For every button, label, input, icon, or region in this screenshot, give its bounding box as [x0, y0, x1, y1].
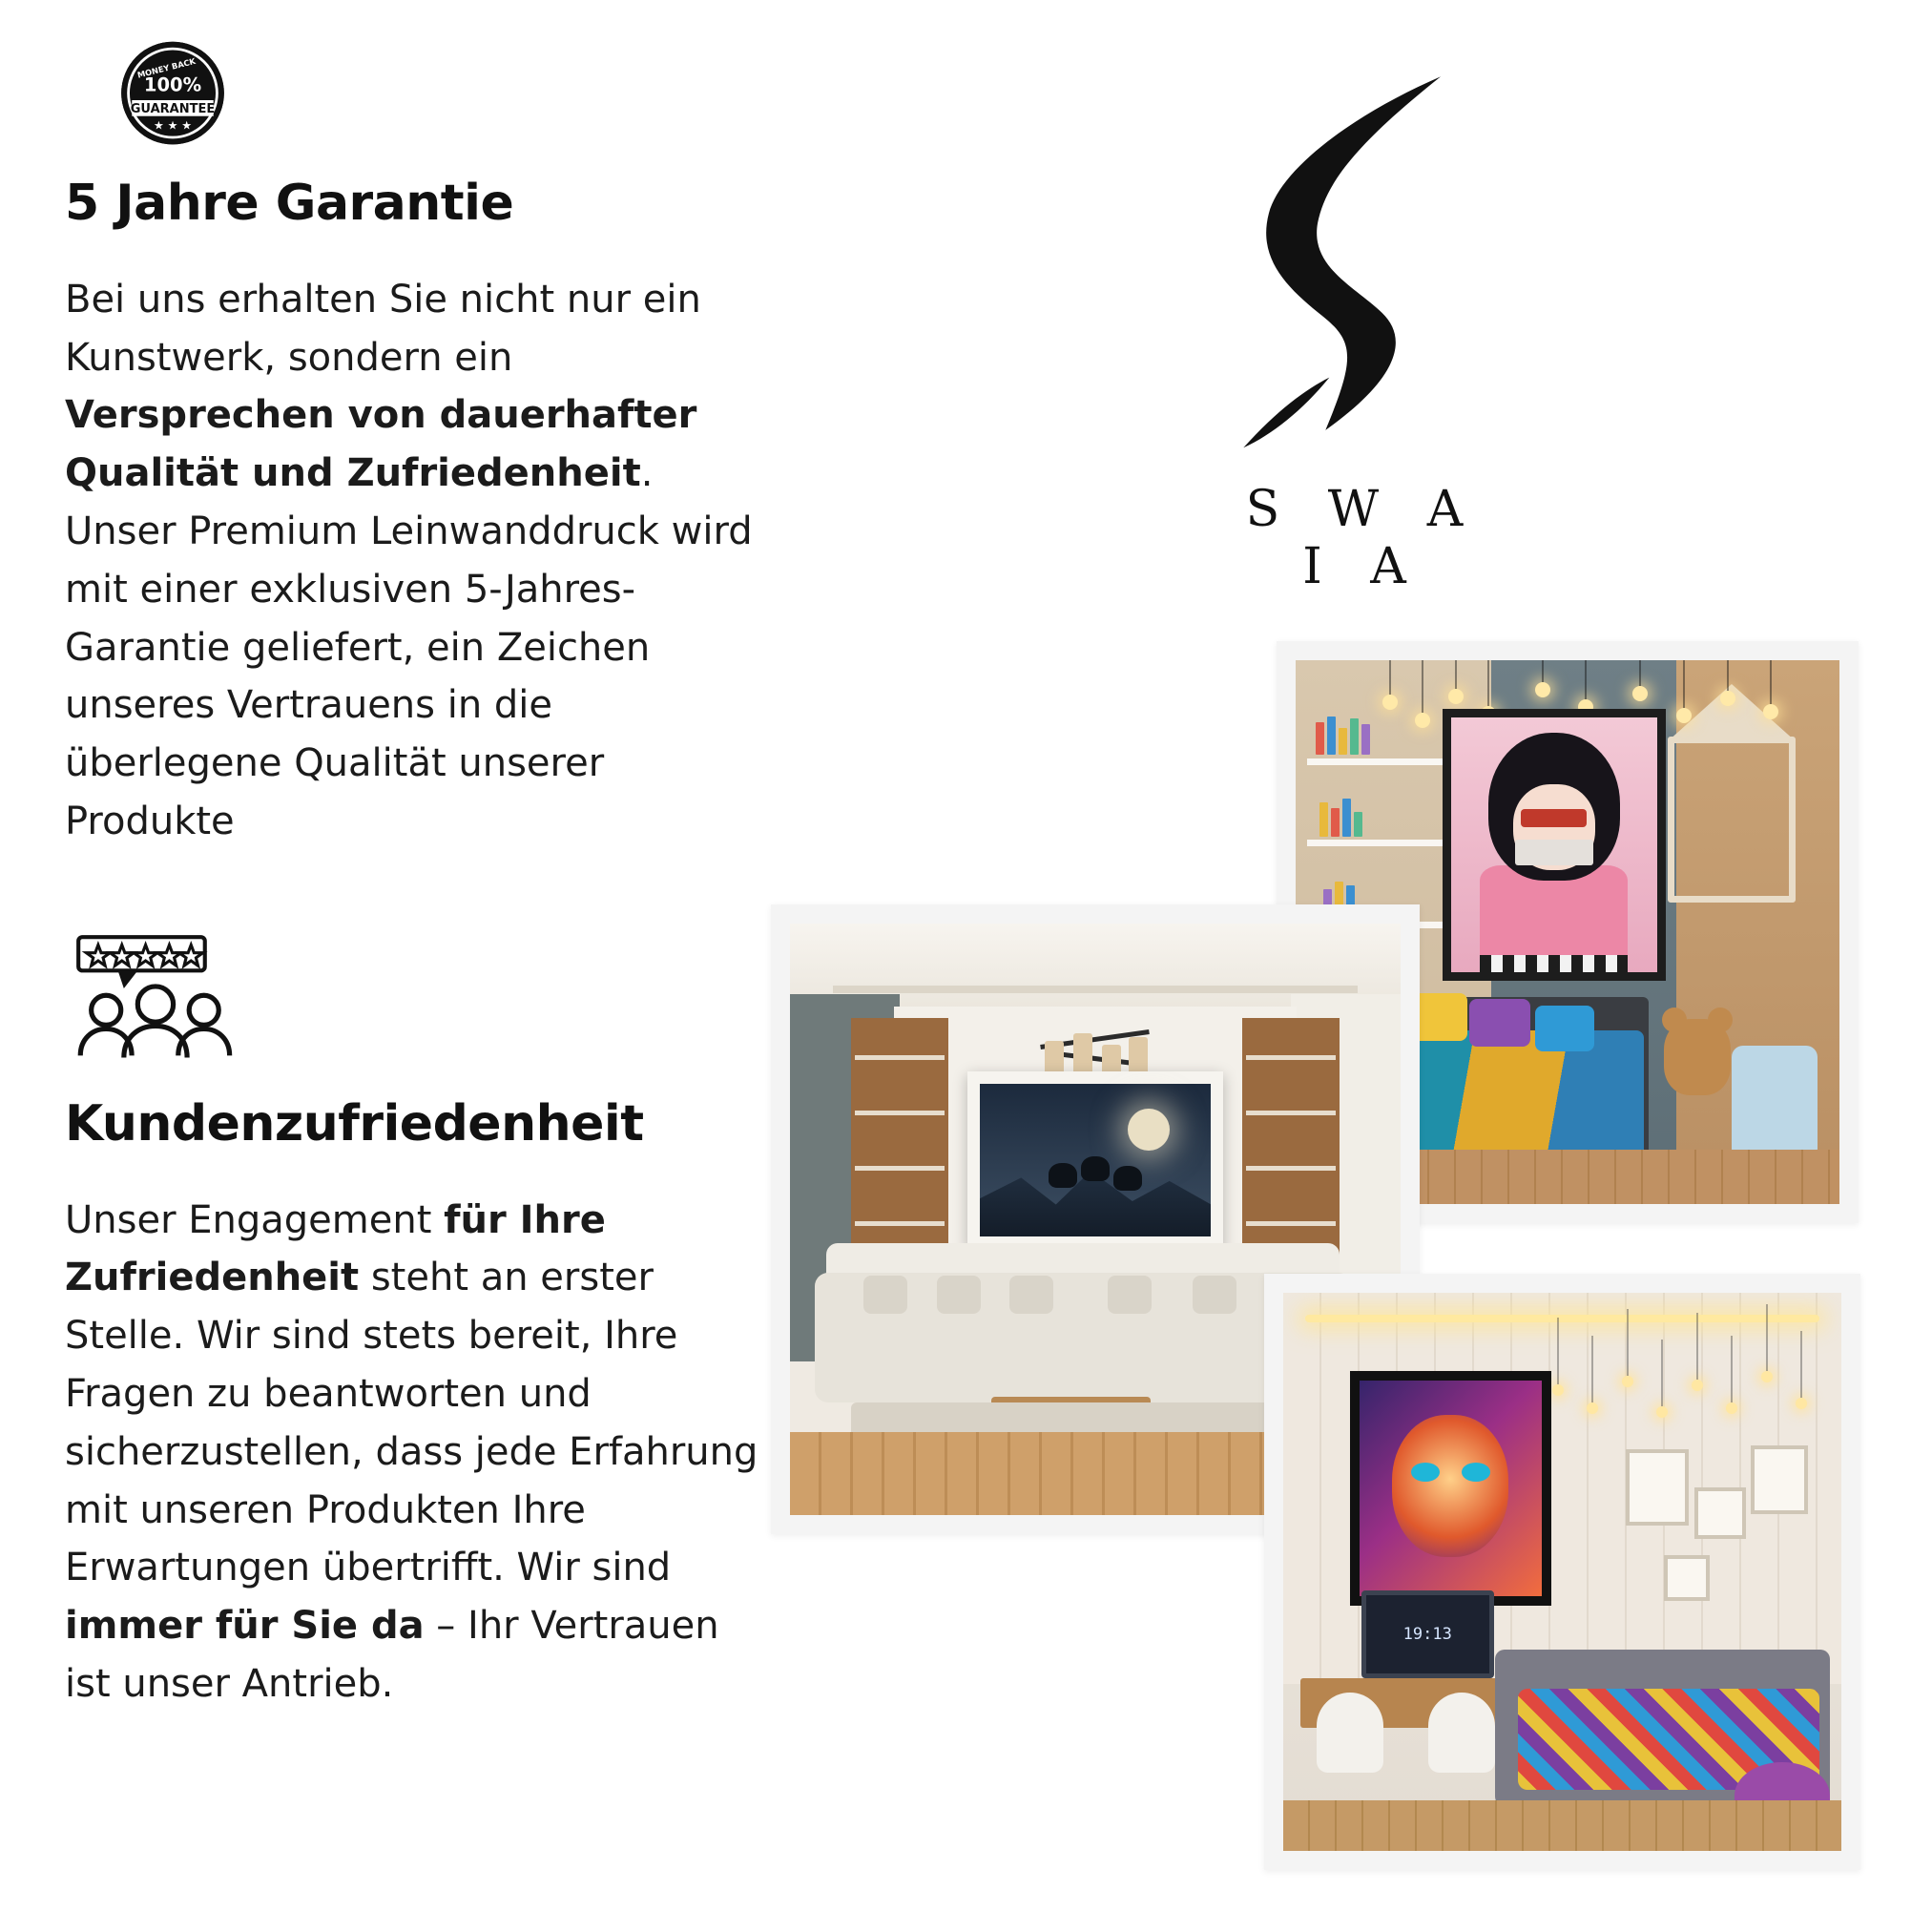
satisfaction-text-1: Unser Engagement: [65, 1197, 445, 1242]
satisfaction-text-3: steht an erster Stelle. Wir sind stets bereit, Ihre Fragen zu beantworten und sicherzustellen, dass jede Erfahrung mit unseren Produkten Ihre Erwartungen übertrifft. Wir sind: [65, 1256, 758, 1590]
badge-stars: ★ ★ ★: [153, 118, 193, 133]
satisfaction-paragraph: [65, 1192, 761, 1714]
brand-name: S W A I A: [1245, 481, 1480, 595]
warranty-paragraph: [65, 271, 761, 851]
lion-bedroom-image: [1283, 1293, 1841, 1851]
badge-guarantee: GUARANTEE: [130, 102, 216, 116]
swaia-s-monogram-icon: [1197, 67, 1512, 477]
desk-clock-display: 19:13: [1361, 1590, 1494, 1678]
product-photo-lion-bedroom[interactable]: [1264, 1274, 1860, 1870]
customer-review-icon: [71, 933, 242, 1071]
money-back-badge-icon: [82, 38, 263, 162]
info-column: [65, 38, 761, 1752]
warranty-text-3: . Unser Premium Leinwanddruck wird mit einer exklusiven 5-Jahres-Garantie geliefert, ein Zeichen unseres Vertrauens in die überlegene Qualität unserer Produkte: [65, 451, 753, 843]
brand-logo: [1197, 67, 1512, 595]
warranty-title: 5 Jahre Garantie: [65, 175, 514, 232]
satisfaction-text-5: – Ihr Vertrauen ist unser Antrieb.: [65, 1604, 719, 1706]
satisfaction-title: Kundenzufriedenheit: [65, 1094, 644, 1153]
satisfaction-text-2-bold: für Ihre Zufriedenheit: [65, 1197, 606, 1300]
badge-percent: 100%: [143, 73, 202, 96]
badge-top-text: MONEY BACK: [135, 55, 197, 80]
warranty-text-1: Bei uns erhalten Sie nicht nur ein Kunstwerk, sondern ein: [65, 277, 701, 380]
satisfaction-text-4-bold: immer für Sie da: [65, 1604, 425, 1649]
warranty-text-2-bold: Versprechen von dauerhafter Qualität und Zufriedenheit: [65, 393, 697, 496]
